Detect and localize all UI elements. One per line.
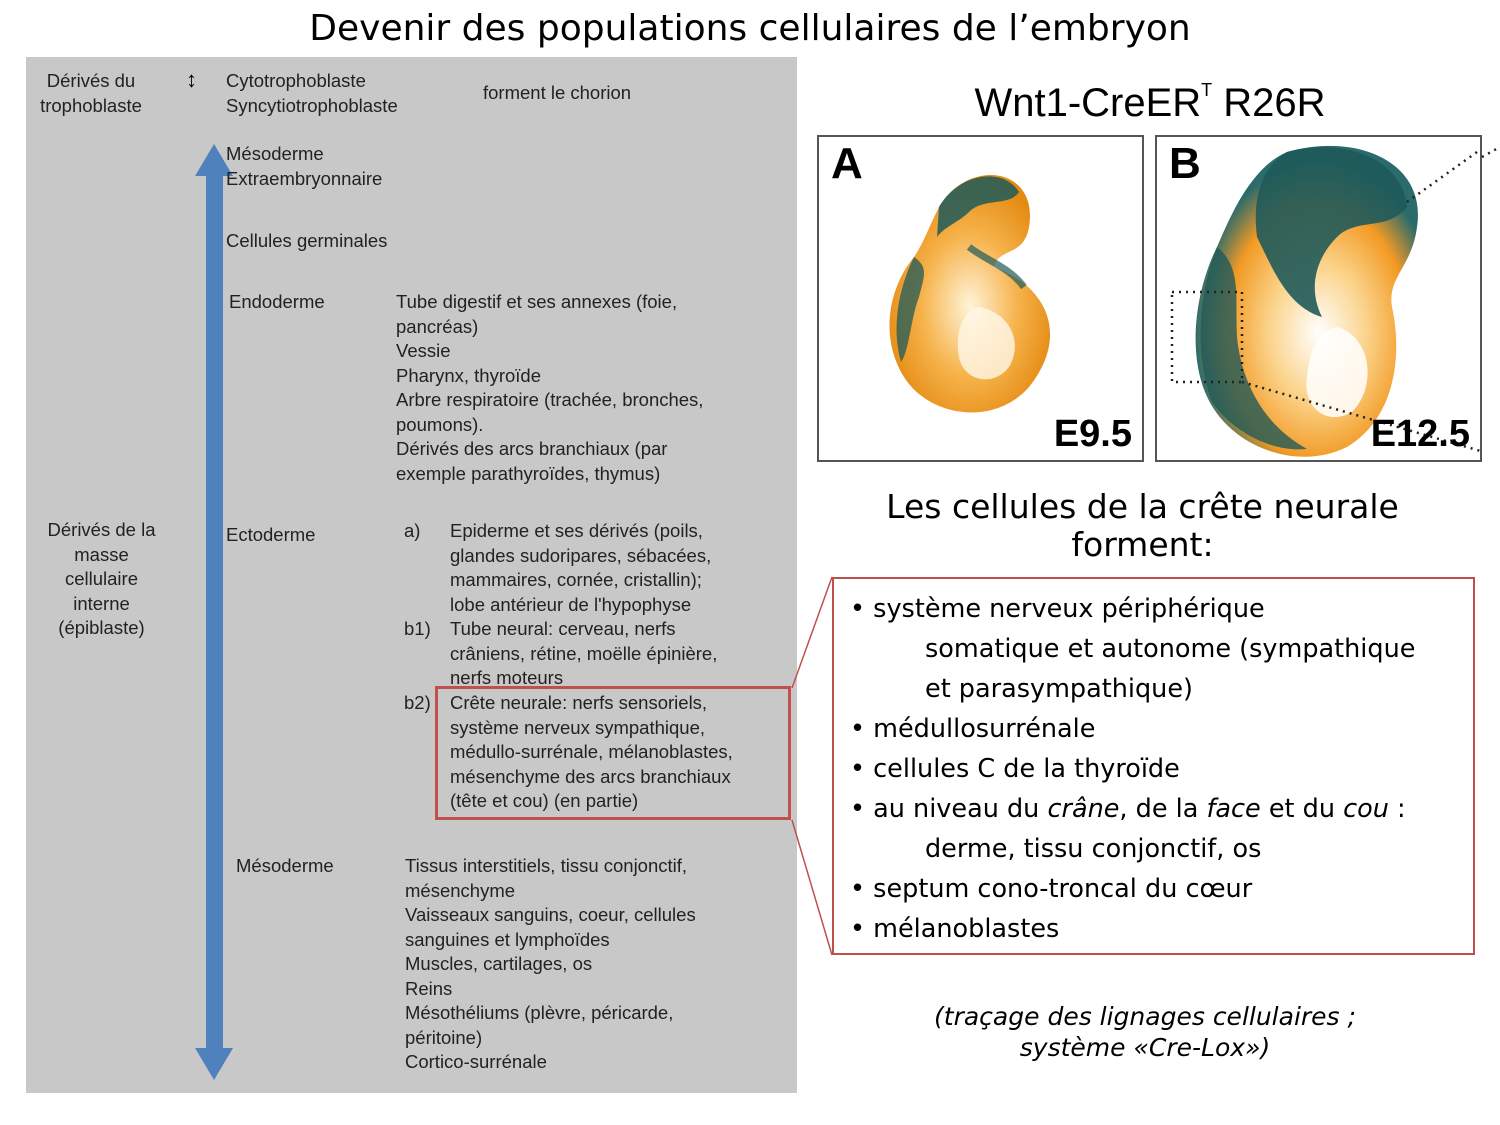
trophoblast-derivatives-label: Dérivés du trophoblaste — [40, 70, 142, 116]
list-item: • cellules C de la thyroïde — [850, 749, 1415, 789]
double-arrow-icon: ↕ — [186, 67, 197, 92]
list-item: • système nerveux périphérique — [850, 589, 1415, 629]
endoderm-label: Endoderme — [229, 291, 325, 312]
mesoderm-derivatives: Tissus interstitiels, tissu conjonctif, mésenchyme Vaisseaux sanguins, coeur, cellules sanguines et lymphoïdes Muscles, cartilages, os Reins Mésothéliums (plèvre, péricarde, péritoine) Cortico-surrénale — [405, 855, 696, 1072]
list-item-continuation: derme, tissu conjonctif, os — [925, 834, 1262, 864]
extraembryonic-mesoderm-label: Mésoderme Extraembryonnaire — [226, 143, 383, 189]
ectoderm-a-text: Epiderme et ses dérivés (poils, glandes sudoripares, sébacées, mammaires, cornée, cristallin); lobe antérieur de l'hypophyse — [450, 520, 712, 615]
embryo-panel-b — [1155, 135, 1482, 462]
neural-crest-subtitle-text: Les cellules de la crête neurale forment: — [886, 487, 1399, 564]
slide-title: Devenir des populations cellulaires de l’embryon — [309, 8, 1191, 49]
figure-title-superscript: T — [1201, 80, 1213, 100]
inner-cell-mass-label: Dérivés de la masse cellulaire interne (épiblaste) — [47, 519, 156, 638]
list-item-italic: cou — [1343, 794, 1389, 824]
list-item-text: , de la — [1119, 794, 1207, 824]
dotted-line-extension — [1482, 135, 1500, 165]
figure-title-tail: R26R — [1212, 81, 1326, 125]
list-item-text: : — [1388, 794, 1406, 824]
syncytiotrophoblast-label: Syncytiotrophoblaste — [226, 95, 398, 116]
list-item: • septum cono-troncal du cœur — [850, 869, 1415, 909]
list-item-italic: face — [1206, 794, 1261, 824]
list-item-continuation: et parasympathique) — [925, 674, 1193, 704]
endoderm-derivatives: Tube digestif et ses annexes (foie, pancréas) Vessie Pharynx, thyroïde Arbre respiratoire (trachée, bronches, poumons). Dérivés des arcs branchiaux (par exemple parathyroïdes, thymus) — [396, 291, 704, 484]
panel-a-letter: A — [831, 139, 863, 188]
figure-title — [815, 80, 1485, 126]
footnote — [830, 1001, 1460, 1063]
figure-title-main: Wnt1-CreER — [974, 81, 1202, 125]
ectoderm-b1-marker: b1) — [404, 618, 431, 639]
list-item: • médullosurrénale — [850, 709, 1415, 749]
stage-e9-5-label: E9.5 — [1053, 413, 1132, 455]
neural-crest-derivatives-box — [832, 577, 1475, 955]
list-item-text: au niveau du — [873, 794, 1048, 824]
chorion-label: forment le chorion — [483, 82, 632, 103]
list-item-text: et du — [1260, 794, 1344, 824]
ectoderm-label: Ectoderme — [226, 524, 316, 545]
stage-e12-5-label: E12.5 — [1370, 413, 1470, 455]
ectoderm-b2-marker: b2) — [404, 692, 431, 713]
germ-cells-label: Cellules germinales — [226, 230, 388, 251]
ectoderm-a-marker: a) — [404, 520, 421, 541]
panel-b-letter: B — [1169, 139, 1201, 188]
neural-crest-text: Crête neurale: nerfs sensoriels, système nerveux sympathique, médullo-surrénale, mélanoblastes, mésenchyme des arcs branchiaux (tête et cou) (en partie) — [450, 692, 733, 811]
footnote-text: (traçage des lignages cellulaires ; système «Cre-Lox») — [934, 1002, 1356, 1062]
list-item: • mélanoblastes — [850, 909, 1415, 949]
derivatives-list — [850, 589, 1415, 949]
embryo-panel-a — [817, 135, 1144, 462]
ectoderm-b1-text: Tube neural: cerveau, nerfs crâniens, rétine, moëlle épinière, nerfs moteurs — [450, 618, 718, 688]
list-item-italic: crâne — [1047, 794, 1120, 824]
neural-crest-subtitle — [815, 488, 1470, 564]
cytotrophoblast-label: Cytotrophoblaste — [226, 70, 366, 91]
list-item — [850, 789, 1415, 829]
list-item-continuation: somatique et autonome (sympathique — [925, 634, 1416, 664]
mesoderm-label: Mésoderme — [236, 855, 334, 876]
